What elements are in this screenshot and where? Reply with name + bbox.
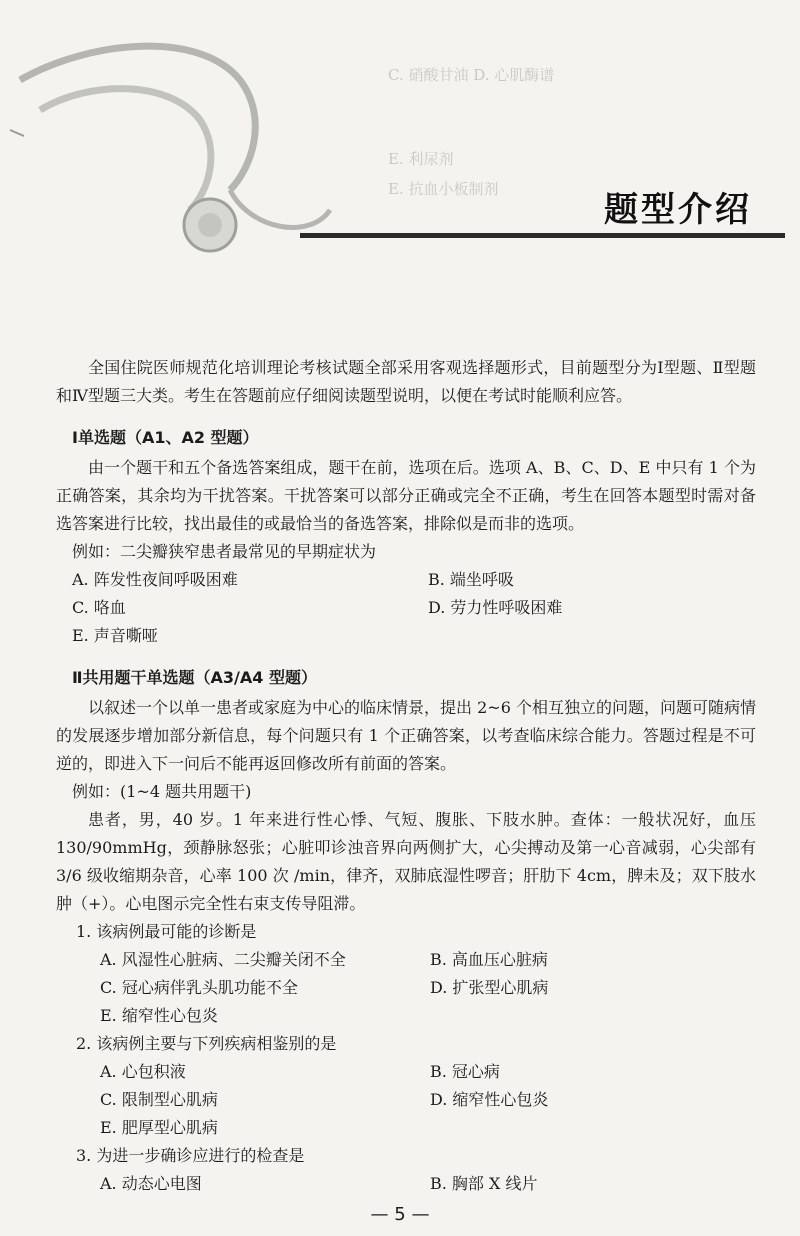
section1-description: 由一个题干和五个备选答案组成，题干在前，选项在后。选项 A、B、C、D、E 中只有 1 个为正确答案，其余均为干扰答案。干扰答案可以部分正确或完全不正确，考生在回答本题型时需对备选答案进行比较，找出最佳的或最恰当的备选答案，排除似是而非的选项。 — [56, 458, 756, 533]
bleed-text-1: C. 硝酸甘油 D. 心肌酶谱 — [388, 66, 555, 84]
question-3-options — [100, 1170, 756, 1198]
page-title: 题型介绍 — [604, 190, 752, 230]
intro-paragraph: 全国住院医师规范化培训理论考核试题全部采用客观选择题形式，目前题型分为Ⅰ型题、Ⅱ型题和Ⅳ型题三大类。考生在答题前应仔细阅读题型说明，以便在考试时能顺利应答。 — [56, 358, 756, 405]
case-description: 患者，男，40 岁。1 年来进行性心悸、气短、腹胀、下肢水肿。查体：一般状况好，血压 130/90mmHg，颈静脉怒张；心脏叩诊浊音界向两侧扩大，心尖搏动及第一心音减弱，心尖部有 3/6 级收缩期杂音，心率 100 次 /min，律齐，双肺底湿性啰音；肝肋下 4cm，脾未及；双下肢水肿（+）。心电图示完全性右束支传导阻滞。 — [56, 810, 756, 913]
title-underline — [300, 233, 785, 238]
section1-example: 例如：二尖瓣狭窄患者最常见的早期症状为 — [72, 542, 377, 561]
question-2: 2. 该病例主要与下列疾病相鉴别的是 — [76, 1034, 337, 1053]
question-3: 3. 为进一步确诊应进行的检查是 — [76, 1146, 305, 1165]
section2-heading: Ⅱ共用题干单选题（A3/A4 型题） — [72, 668, 317, 687]
option-b: B. 端坐呼吸 — [428, 570, 514, 589]
question-1: 1. 该病例最可能的诊断是 — [76, 922, 257, 941]
q2-option-a: A. 心包积液 — [100, 1062, 186, 1081]
q2-option-e: E. 肥厚型心肌病 — [100, 1118, 218, 1137]
q2-option-d: D. 缩窄性心包炎 — [430, 1090, 549, 1109]
main-content — [56, 354, 756, 1198]
section2-description: 以叙述一个以单一患者或家庭为中心的临床情景，提出 2~6 个相互独立的问题，问题可随病情的发展逐步增加部分新信息，每个问题只有 1 个正确答案，以考查临床综合能力。答题过程是不可逆的，即进入下一问后不能再返回修改所有前面的答案。 — [56, 698, 756, 773]
q2-option-c: C. 限制型心肌病 — [100, 1090, 218, 1109]
q1-option-b: B. 高血压心脏病 — [430, 950, 548, 969]
bleed-text-2: E. 利尿剂 — [388, 150, 454, 168]
option-d: D. 劳力性呼吸困难 — [428, 598, 563, 617]
q3-option-a: A. 动态心电图 — [100, 1174, 202, 1193]
stethoscope-illustration — [0, 20, 360, 280]
option-a: A. 阵发性夜间呼吸困难 — [72, 570, 238, 589]
section2-example: 例如：(1~4 题共用题干) — [72, 782, 252, 801]
q3-option-b: B. 胸部 X 线片 — [430, 1174, 538, 1193]
q1-option-a: A. 风湿性心脏病、二尖瓣关闭不全 — [100, 950, 346, 969]
q1-option-d: D. 扩张型心肌病 — [430, 978, 549, 997]
q1-option-c: C. 冠心病伴乳头肌功能不全 — [100, 978, 298, 997]
bleed-text-3: E. 抗血小板制剂 — [388, 180, 499, 198]
q1-option-e: E. 缩窄性心包炎 — [100, 1006, 218, 1025]
section1-heading: Ⅰ单选题（A1、A2 型题） — [72, 428, 259, 447]
page-number: — 5 — — [370, 1204, 430, 1225]
option-c: C. 咯血 — [72, 598, 126, 617]
q2-option-b: B. 冠心病 — [430, 1062, 500, 1081]
section1-options — [72, 566, 756, 650]
question-2-options — [100, 1058, 756, 1142]
option-e: E. 声音嘶哑 — [72, 626, 158, 645]
question-1-options — [100, 946, 756, 1030]
